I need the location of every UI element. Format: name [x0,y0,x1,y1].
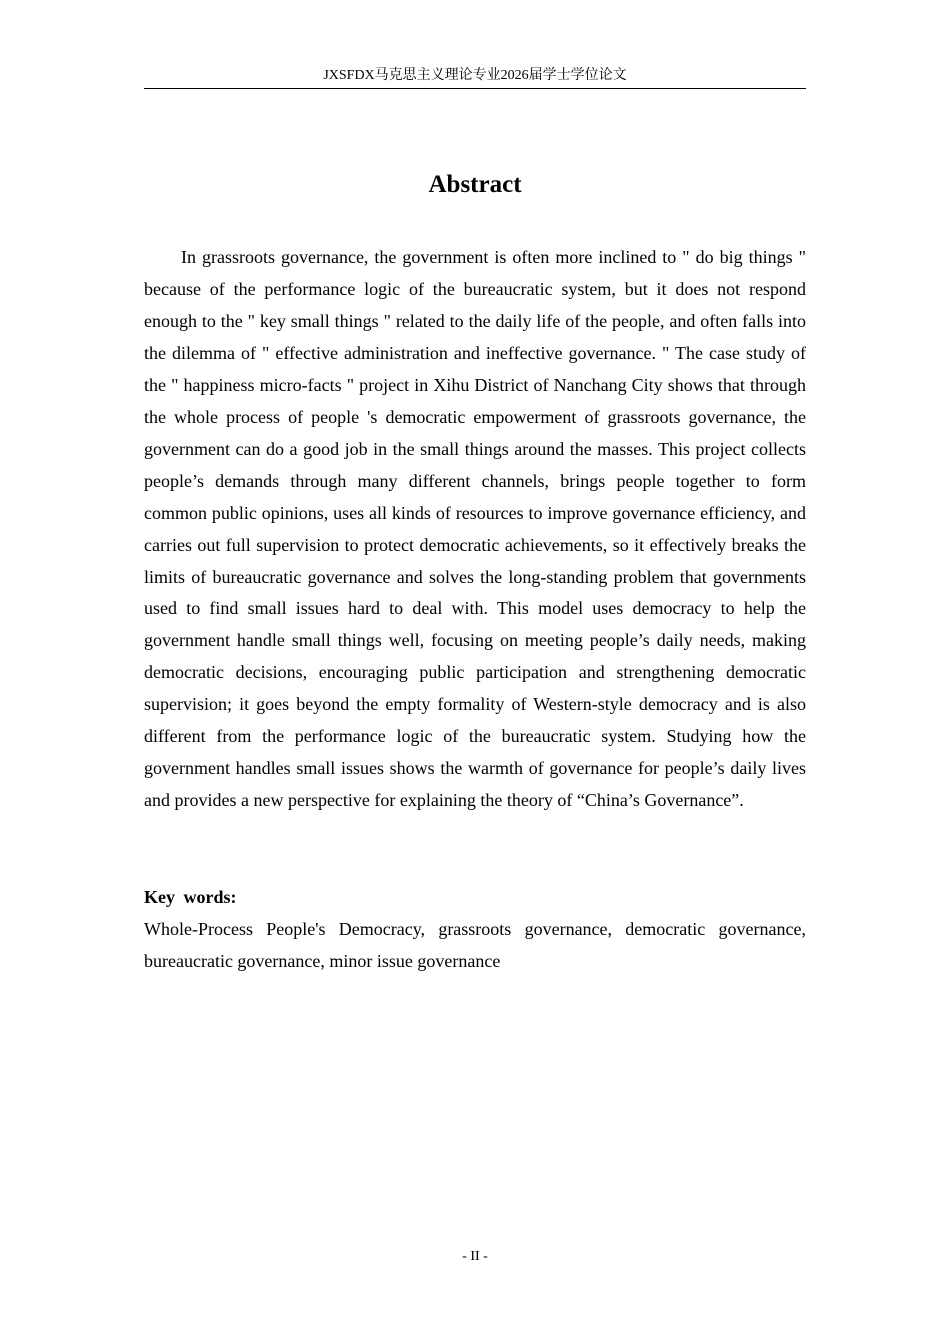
abstract-body: In grassroots governance, the government is often more inclined to " do big things " because of the performance logic of the bureaucratic system, but it does not respond enough to the " key small things " related to the daily life of the people, and often falls into the dilemma of " effective administration and ineffective governance. " The case study of the " happiness micro-facts " project in Xihu District of Nanchang City shows that through the whole process of people 's democratic empowerment of grassroots governance, the government can do a good job in the small things around the masses. This project collects people’s demands through many different channels, brings people together to form common public opinions, uses all kinds of resources to improve governance efficiency, and carries out full supervision to protect democratic achievements, so it effectively breaks the limits of bureaucratic governance and solves the long-standing problem that governments used to find small issues hard to deal with. This model uses democracy to help the government handle small things well, focusing on meeting people’s daily needs, making democratic decisions, encouraging public participation and strengthening democratic supervision; it goes beyond the empty formality of Western-style democracy and is also different from the performance logic of the bureaucratic system. Studying how the government handles small issues shows the warmth of governance for people’s daily lives and provides a new perspective for explaining the theory of “China’s Governance”. [144,247,806,811]
abstract-title: Abstract [428,171,522,198]
page-number: - II - [462,1249,488,1264]
keywords-list: Whole-Process People's Democracy, grassroots governance, democratic governance, bureaucratic governance, minor issue governance [144,919,806,971]
keywords-heading: Key words: [144,887,237,907]
running-header: JXSFDX马克思主义理论专业2026届学士学位论文 [144,66,806,89]
